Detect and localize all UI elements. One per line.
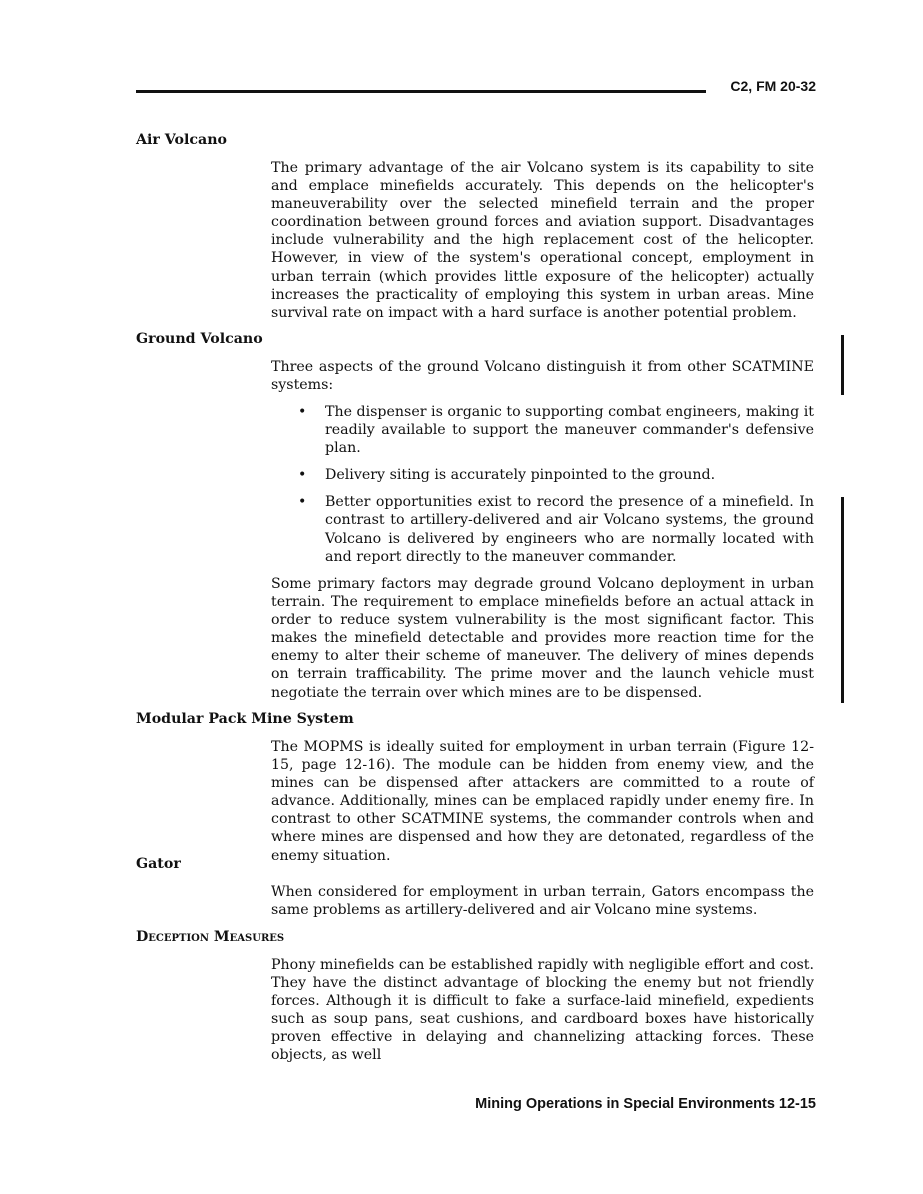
change-bar [841, 335, 844, 395]
list-item: • Better opportunities exist to record the presence of a minefield. In contrast to artillery-delivered and air Volcano systems, the ground Volcano is delivered by engineers who are normally located with and report directly to the maneuver commander. [298, 494, 814, 565]
paragraph-deception-measures: Phony minefields can be established rapidly with negligible effort and cost. They have the distinct advantage of blocking the enemy but not friendly forces. Although it is difficult to fake a surface-laid minefield, expedients such as soup pans, seat cushions, and cardboard boxes have historically proven effective in delaying and channelizing attacking forces. These objects, as well [271, 957, 814, 1064]
paragraph-gator: When considered for employment in urban terrain, Gators encompass the same problems as artillery-delivered and air Volcano mine systems. [271, 884, 814, 919]
heading-deception-measures: Deception Measures [136, 929, 285, 945]
bullet-list [271, 403, 814, 575]
heading-mopms: Modular Pack Mine System [136, 711, 354, 727]
header-rule [136, 90, 706, 93]
heading-gator: Gator [136, 856, 181, 872]
list-item: • The dispenser is organic to supporting combat engineers, making it readily available to support the maneuver commander's defensive plan. [298, 404, 814, 457]
document-id: C2, FM 20-32 [730, 78, 816, 94]
paragraph-ground-volcano-intro: Three aspects of the ground Volcano distinguish it from other SCATMINE systems: [271, 359, 814, 394]
heading-air-volcano: Air Volcano [136, 132, 227, 148]
bullet-icon: • [298, 494, 307, 511]
paragraph-ground-volcano: Some primary factors may degrade ground Volcano deployment in urban terrain. The requirement to emplace minefields before an actual attack in order to reduce system vulnerability is the most significant factor. This makes the minefield detectable and provides more reaction time for the enemy to alter their scheme of maneuver. The delivery of mines depends on terrain trafficability. The prime mover and the launch vehicle must negotiate the terrain over which mines are to be dispensed. [271, 576, 814, 701]
page-footer: Mining Operations in Special Environments 12-15 [475, 1096, 816, 1112]
paragraph-air-volcano: The primary advantage of the air Volcano system is its capability to site and emplace minefields accurately. This depends on the helicopter's maneuverability over the selected minefield terrain and the proper coordination between ground forces and aviation support. Disadvantages include vulnerability and the high replacement cost of the helicopter. However, in view of the system's operational concept, employment in urban terrain (which provides little exposure of the helicopter) actually increases the practicality of employing this system in urban areas. Mine survival rate on impact with a hard surface is another potential problem. [271, 160, 814, 321]
paragraph-mopms: The MOPMS is ideally suited for employment in urban terrain (Figure 12-15, page 12-16). The module can be hidden from enemy view, and the mines can be dispensed after attackers are committed to a route of advance. Additionally, mines can be emplaced rapidly under enemy fire. In contrast to other SCATMINE systems, the commander controls when and where mines are dispensed and how they are detonated, regardless of the enemy situation. [271, 739, 814, 864]
change-bar [841, 497, 844, 703]
heading-ground-volcano: Ground Volcano [136, 331, 263, 347]
list-item: • Delivery siting is accurately pinpointed to the ground. [298, 467, 716, 484]
bullet-icon: • [298, 404, 307, 420]
bullet-icon: • [298, 467, 307, 484]
